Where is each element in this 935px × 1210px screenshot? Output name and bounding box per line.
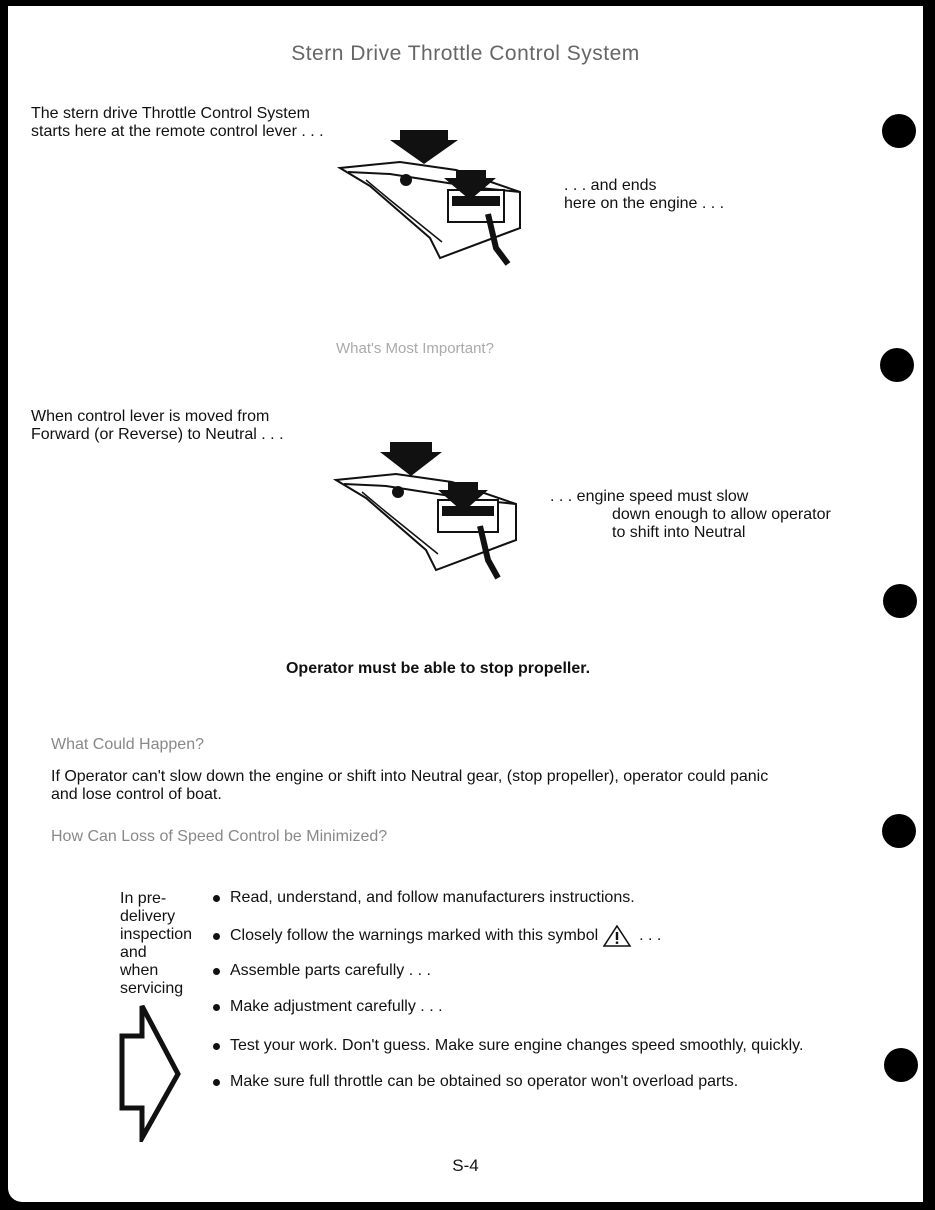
ends-line: here on the engine . . . <box>564 195 725 212</box>
bullet-icon <box>213 933 220 940</box>
side-label <box>120 890 192 998</box>
engine-speed-text <box>550 488 831 542</box>
side-label-line: In pre- <box>120 890 167 907</box>
list-item <box>213 925 661 947</box>
bullet-icon <box>213 895 220 902</box>
bullet-icon <box>213 1004 220 1011</box>
list-item-text: Make adjustment carefully . . . <box>230 998 443 1015</box>
boat-illustration-2 <box>326 442 526 590</box>
list-item-text: Read, understand, and follow manufacturers instructions. <box>230 889 635 906</box>
list-item-suffix: . . . <box>639 927 662 944</box>
list-item <box>213 1037 803 1055</box>
list-item <box>213 889 635 907</box>
right-arrow-icon <box>116 1002 186 1142</box>
page-number: S-4 <box>452 1156 479 1175</box>
intro-line: starts here at the remote control lever . . . <box>31 123 324 140</box>
engine-speed-line: down enough to allow operator <box>612 506 831 523</box>
could-happen-line: and lose control of boat. <box>51 786 222 803</box>
list-item-text: Assemble parts carefully . . . <box>230 962 431 979</box>
lever-arrow-icon <box>390 130 458 164</box>
intro-text <box>31 105 324 141</box>
bullet-icon <box>213 1079 220 1086</box>
could-happen-text <box>51 768 768 804</box>
manual-page <box>8 6 923 1202</box>
list-item-text: Closely follow the warnings marked with this symbol <box>230 927 599 944</box>
ends-text <box>564 177 724 213</box>
list-item-text: Make sure full throttle can be obtained so operator won't overload parts. <box>230 1073 739 1090</box>
minimized-heading: How Can Loss of Speed Control be Minimized? <box>51 828 388 845</box>
engine-speed-line: to shift into Neutral <box>612 524 746 541</box>
could-happen-line: If Operator can't slow down the engine or shift into Neutral gear, (stop propeller), operator could panic <box>51 768 769 785</box>
engine-speed-line: . . . engine speed must slow <box>550 488 749 505</box>
boat-illustration-1 <box>330 130 530 278</box>
intro-line: The stern drive Throttle Control System <box>31 105 310 122</box>
neutral-text <box>31 408 284 444</box>
binder-hole <box>883 584 917 618</box>
neutral-line: When control lever is moved from <box>31 408 270 425</box>
side-label-line: when <box>120 962 159 979</box>
list-item <box>213 998 443 1016</box>
lever-arrow-icon <box>380 442 442 476</box>
neutral-line: Forward (or Reverse) to Neutral . . . <box>31 426 284 443</box>
binder-hole <box>880 348 914 382</box>
warning-triangle-icon <box>603 925 631 947</box>
could-happen-heading: What Could Happen? <box>51 736 204 753</box>
side-label-line: and <box>120 944 147 961</box>
list-item <box>213 962 431 980</box>
list-item <box>213 1073 738 1091</box>
binder-hole <box>884 1048 918 1082</box>
page-title: Stern Drive Throttle Control System <box>291 42 640 65</box>
important-heading: What's Most Important? <box>336 340 494 357</box>
binder-hole <box>882 114 916 148</box>
bullet-icon <box>213 1043 220 1050</box>
ends-line: . . . and ends <box>564 177 657 194</box>
side-label-line: delivery <box>120 908 176 925</box>
side-label-line: servicing <box>120 980 184 997</box>
bullet-icon <box>213 968 220 975</box>
list-item-text: Test your work. Don't guess. Make sure engine changes speed smoothly, quickly. <box>230 1037 804 1054</box>
operator-stop-text: Operator must be able to stop propeller. <box>285 660 591 677</box>
side-label-line: inspection <box>120 926 193 943</box>
binder-hole <box>882 814 916 848</box>
